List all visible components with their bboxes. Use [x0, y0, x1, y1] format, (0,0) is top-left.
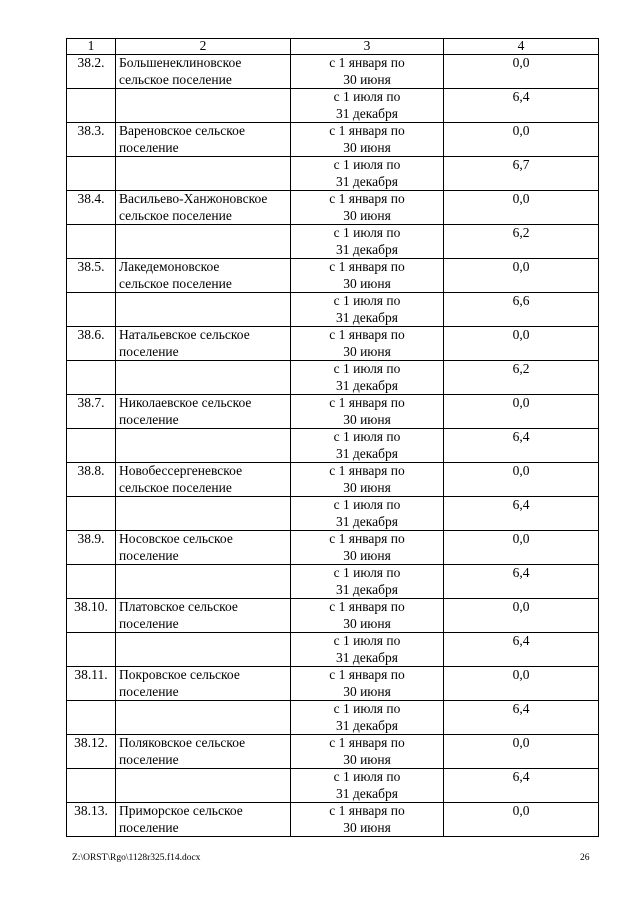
period-line: с 1 июля по: [333, 429, 401, 444]
period-line: с 1 января по: [329, 259, 405, 274]
settlement-name-line: поселение: [119, 411, 179, 427]
settlement-name-cell: [116, 429, 291, 463]
period-line: с 1 июля по: [333, 361, 401, 376]
period-line: 30 июня: [343, 751, 391, 767]
row-number-cell: [67, 769, 116, 803]
value-cell: 6,6: [444, 293, 599, 327]
period-cell: [291, 225, 444, 259]
settlement-name-cell: [116, 225, 291, 259]
table-row: [67, 429, 599, 463]
value-cell: 0,0: [444, 123, 599, 157]
period-line: 30 июня: [343, 411, 391, 427]
period-cell: [291, 531, 444, 565]
period-line: 31 декабря: [336, 241, 398, 257]
settlement-name-cell: [116, 55, 291, 89]
header-cell-1: 1: [67, 39, 116, 55]
period-line: с 1 января по: [329, 55, 405, 70]
value-cell: 0,0: [444, 803, 599, 837]
period-line: с 1 июля по: [333, 565, 401, 580]
settlement-name-cell: [116, 565, 291, 599]
settlement-name-line: Покровское сельское: [119, 667, 240, 682]
table-row: [67, 225, 599, 259]
value-cell: 0,0: [444, 191, 599, 225]
row-number-cell: 38.4.: [67, 191, 116, 225]
period-line: 30 июня: [343, 479, 391, 495]
period-line: 30 июня: [343, 139, 391, 155]
period-line: 31 декабря: [336, 785, 398, 801]
period-cell: [291, 55, 444, 89]
table-row: [67, 803, 599, 837]
period-line: с 1 января по: [329, 735, 405, 750]
settlement-name-cell: [116, 259, 291, 293]
table-row: [67, 565, 599, 599]
period-line: 30 июня: [343, 615, 391, 631]
settlement-name-cell: [116, 497, 291, 531]
value-cell: 0,0: [444, 531, 599, 565]
row-number-cell: [67, 497, 116, 531]
period-line: с 1 января по: [329, 123, 405, 138]
settlement-name-line: Приморское сельское: [119, 803, 243, 818]
period-cell: [291, 633, 444, 667]
period-cell: [291, 123, 444, 157]
period-cell: [291, 191, 444, 225]
settlement-name-line: Натальевское сельское: [119, 327, 250, 342]
period-line: с 1 января по: [329, 463, 405, 478]
row-number-cell: 38.12.: [67, 735, 116, 769]
row-number-cell: [67, 701, 116, 735]
settlement-name-line: Николаевское сельское: [119, 395, 252, 410]
table-row: [67, 667, 599, 701]
period-line: с 1 июля по: [333, 701, 401, 716]
period-cell: [291, 293, 444, 327]
period-line: с 1 января по: [329, 667, 405, 682]
value-cell: 0,0: [444, 395, 599, 429]
period-line: 30 июня: [343, 275, 391, 291]
settlement-name-cell: [116, 531, 291, 565]
footer-file-path: Z:\ORST\Rgo\1128r325.f14.docx: [72, 853, 201, 863]
value-cell: 6,4: [444, 769, 599, 803]
row-number-cell: 38.8.: [67, 463, 116, 497]
table-row: [67, 361, 599, 395]
table-row: [67, 463, 599, 497]
period-cell: [291, 157, 444, 191]
row-number-cell: 38.5.: [67, 259, 116, 293]
period-line: 30 июня: [343, 207, 391, 223]
period-line: с 1 июля по: [333, 157, 401, 172]
settlement-name-cell: [116, 395, 291, 429]
settlement-name-cell: [116, 701, 291, 735]
period-line: 31 декабря: [336, 581, 398, 597]
row-number-cell: [67, 89, 116, 123]
table-row: [67, 123, 599, 157]
settlement-name-line: Вареновское сельское: [119, 123, 245, 138]
period-line: с 1 января по: [329, 191, 405, 206]
period-cell: [291, 667, 444, 701]
table-body: [67, 39, 599, 837]
settlement-name-line: поселение: [119, 547, 179, 563]
table-row: [67, 395, 599, 429]
period-cell: [291, 735, 444, 769]
period-cell: [291, 463, 444, 497]
period-line: 30 июня: [343, 71, 391, 87]
settlement-name-line: Носовское сельское: [119, 531, 233, 546]
settlement-name-cell: [116, 89, 291, 123]
settlement-name-line: Васильево-Ханжоновское: [119, 191, 268, 206]
period-line: 31 декабря: [336, 173, 398, 189]
period-cell: [291, 803, 444, 837]
value-cell: 0,0: [444, 735, 599, 769]
row-number-cell: [67, 633, 116, 667]
period-line: с 1 июля по: [333, 769, 401, 784]
row-number-cell: [67, 293, 116, 327]
period-line: 30 июня: [343, 683, 391, 699]
settlement-name-cell: [116, 293, 291, 327]
period-line: 31 декабря: [336, 105, 398, 121]
settlement-name-line: Поляковское сельское: [119, 735, 246, 750]
row-number-cell: 38.10.: [67, 599, 116, 633]
settlement-name-cell: [116, 599, 291, 633]
row-number-cell: [67, 157, 116, 191]
settlement-name-cell: [116, 633, 291, 667]
settlement-name-cell: [116, 803, 291, 837]
period-line: с 1 января по: [329, 395, 405, 410]
value-cell: 6,4: [444, 429, 599, 463]
table-row: [67, 259, 599, 293]
period-line: 31 декабря: [336, 309, 398, 325]
value-cell: 6,4: [444, 633, 599, 667]
settlement-name-line: сельское поселение: [119, 71, 232, 87]
period-line: с 1 июля по: [333, 633, 401, 648]
period-line: 31 декабря: [336, 649, 398, 665]
period-line: 30 июня: [343, 819, 391, 835]
value-cell: 0,0: [444, 463, 599, 497]
settlement-name-line: поселение: [119, 751, 179, 767]
header-cell-2: 2: [116, 39, 291, 55]
row-number-cell: 38.2.: [67, 55, 116, 89]
table-row: [67, 55, 599, 89]
tariff-table: [66, 38, 599, 837]
table-row: [67, 599, 599, 633]
period-cell: [291, 259, 444, 293]
row-number-cell: 38.11.: [67, 667, 116, 701]
settlement-name-line: поселение: [119, 139, 179, 155]
settlement-name-line: поселение: [119, 343, 179, 359]
period-line: с 1 июля по: [333, 293, 401, 308]
value-cell: 6,2: [444, 361, 599, 395]
period-line: с 1 января по: [329, 803, 405, 818]
value-cell: 6,7: [444, 157, 599, 191]
period-cell: [291, 565, 444, 599]
row-number-cell: [67, 225, 116, 259]
value-cell: 6,4: [444, 565, 599, 599]
settlement-name-line: сельское поселение: [119, 275, 232, 291]
row-number-cell: [67, 429, 116, 463]
value-cell: 6,4: [444, 89, 599, 123]
value-cell: 0,0: [444, 599, 599, 633]
period-cell: [291, 497, 444, 531]
period-cell: [291, 89, 444, 123]
table-row: [67, 769, 599, 803]
settlement-name-cell: [116, 191, 291, 225]
table-row: [67, 531, 599, 565]
period-line: 30 июня: [343, 547, 391, 563]
value-cell: 6,4: [444, 701, 599, 735]
period-line: 31 декабря: [336, 513, 398, 529]
table-row: [67, 735, 599, 769]
value-cell: 0,0: [444, 259, 599, 293]
row-number-cell: [67, 565, 116, 599]
period-cell: [291, 395, 444, 429]
period-cell: [291, 327, 444, 361]
period-line: 31 декабря: [336, 377, 398, 393]
period-cell: [291, 429, 444, 463]
table-row: [67, 157, 599, 191]
row-number-cell: 38.6.: [67, 327, 116, 361]
table-row: [67, 633, 599, 667]
settlement-name-cell: [116, 157, 291, 191]
settlement-name-cell: [116, 327, 291, 361]
settlement-name-line: поселение: [119, 819, 179, 835]
table-row: [67, 327, 599, 361]
header-row: [67, 39, 599, 55]
period-line: с 1 января по: [329, 327, 405, 342]
row-number-cell: 38.3.: [67, 123, 116, 157]
header-cell-3: 3: [291, 39, 444, 55]
settlement-name-line: поселение: [119, 683, 179, 699]
value-cell: 0,0: [444, 55, 599, 89]
table-row: [67, 497, 599, 531]
footer-page-number: 26: [580, 853, 590, 863]
settlement-name-cell: [116, 463, 291, 497]
header-cell-4: 4: [444, 39, 599, 55]
period-line: с 1 июля по: [333, 89, 401, 104]
settlement-name-line: сельское поселение: [119, 207, 232, 223]
period-line: с 1 января по: [329, 599, 405, 614]
period-cell: [291, 361, 444, 395]
period-line: с 1 июля по: [333, 225, 401, 240]
row-number-cell: 38.13.: [67, 803, 116, 837]
settlement-name-cell: [116, 667, 291, 701]
settlement-name-cell: [116, 735, 291, 769]
table-row: [67, 89, 599, 123]
value-cell: 0,0: [444, 667, 599, 701]
settlement-name-line: Большенеклиновское: [119, 55, 242, 70]
settlement-name-cell: [116, 361, 291, 395]
settlement-name-line: Новобессергеневское: [119, 463, 243, 478]
value-cell: 0,0: [444, 327, 599, 361]
value-cell: 6,2: [444, 225, 599, 259]
period-cell: [291, 599, 444, 633]
value-cell: 6,4: [444, 497, 599, 531]
period-line: с 1 января по: [329, 531, 405, 546]
settlement-name-line: поселение: [119, 615, 179, 631]
settlement-name-line: Лакедемоновское: [119, 259, 220, 274]
row-number-cell: [67, 361, 116, 395]
period-line: 31 декабря: [336, 445, 398, 461]
row-number-cell: 38.9.: [67, 531, 116, 565]
settlement-name-cell: [116, 769, 291, 803]
settlement-name-line: Платовское сельское: [119, 599, 238, 614]
period-line: 30 июня: [343, 343, 391, 359]
table-row: [67, 191, 599, 225]
period-line: 31 декабря: [336, 717, 398, 733]
period-cell: [291, 701, 444, 735]
settlement-name-line: сельское поселение: [119, 479, 232, 495]
settlement-name-cell: [116, 123, 291, 157]
row-number-cell: 38.7.: [67, 395, 116, 429]
period-line: с 1 июля по: [333, 497, 401, 512]
table-row: [67, 701, 599, 735]
table-row: [67, 293, 599, 327]
period-cell: [291, 769, 444, 803]
